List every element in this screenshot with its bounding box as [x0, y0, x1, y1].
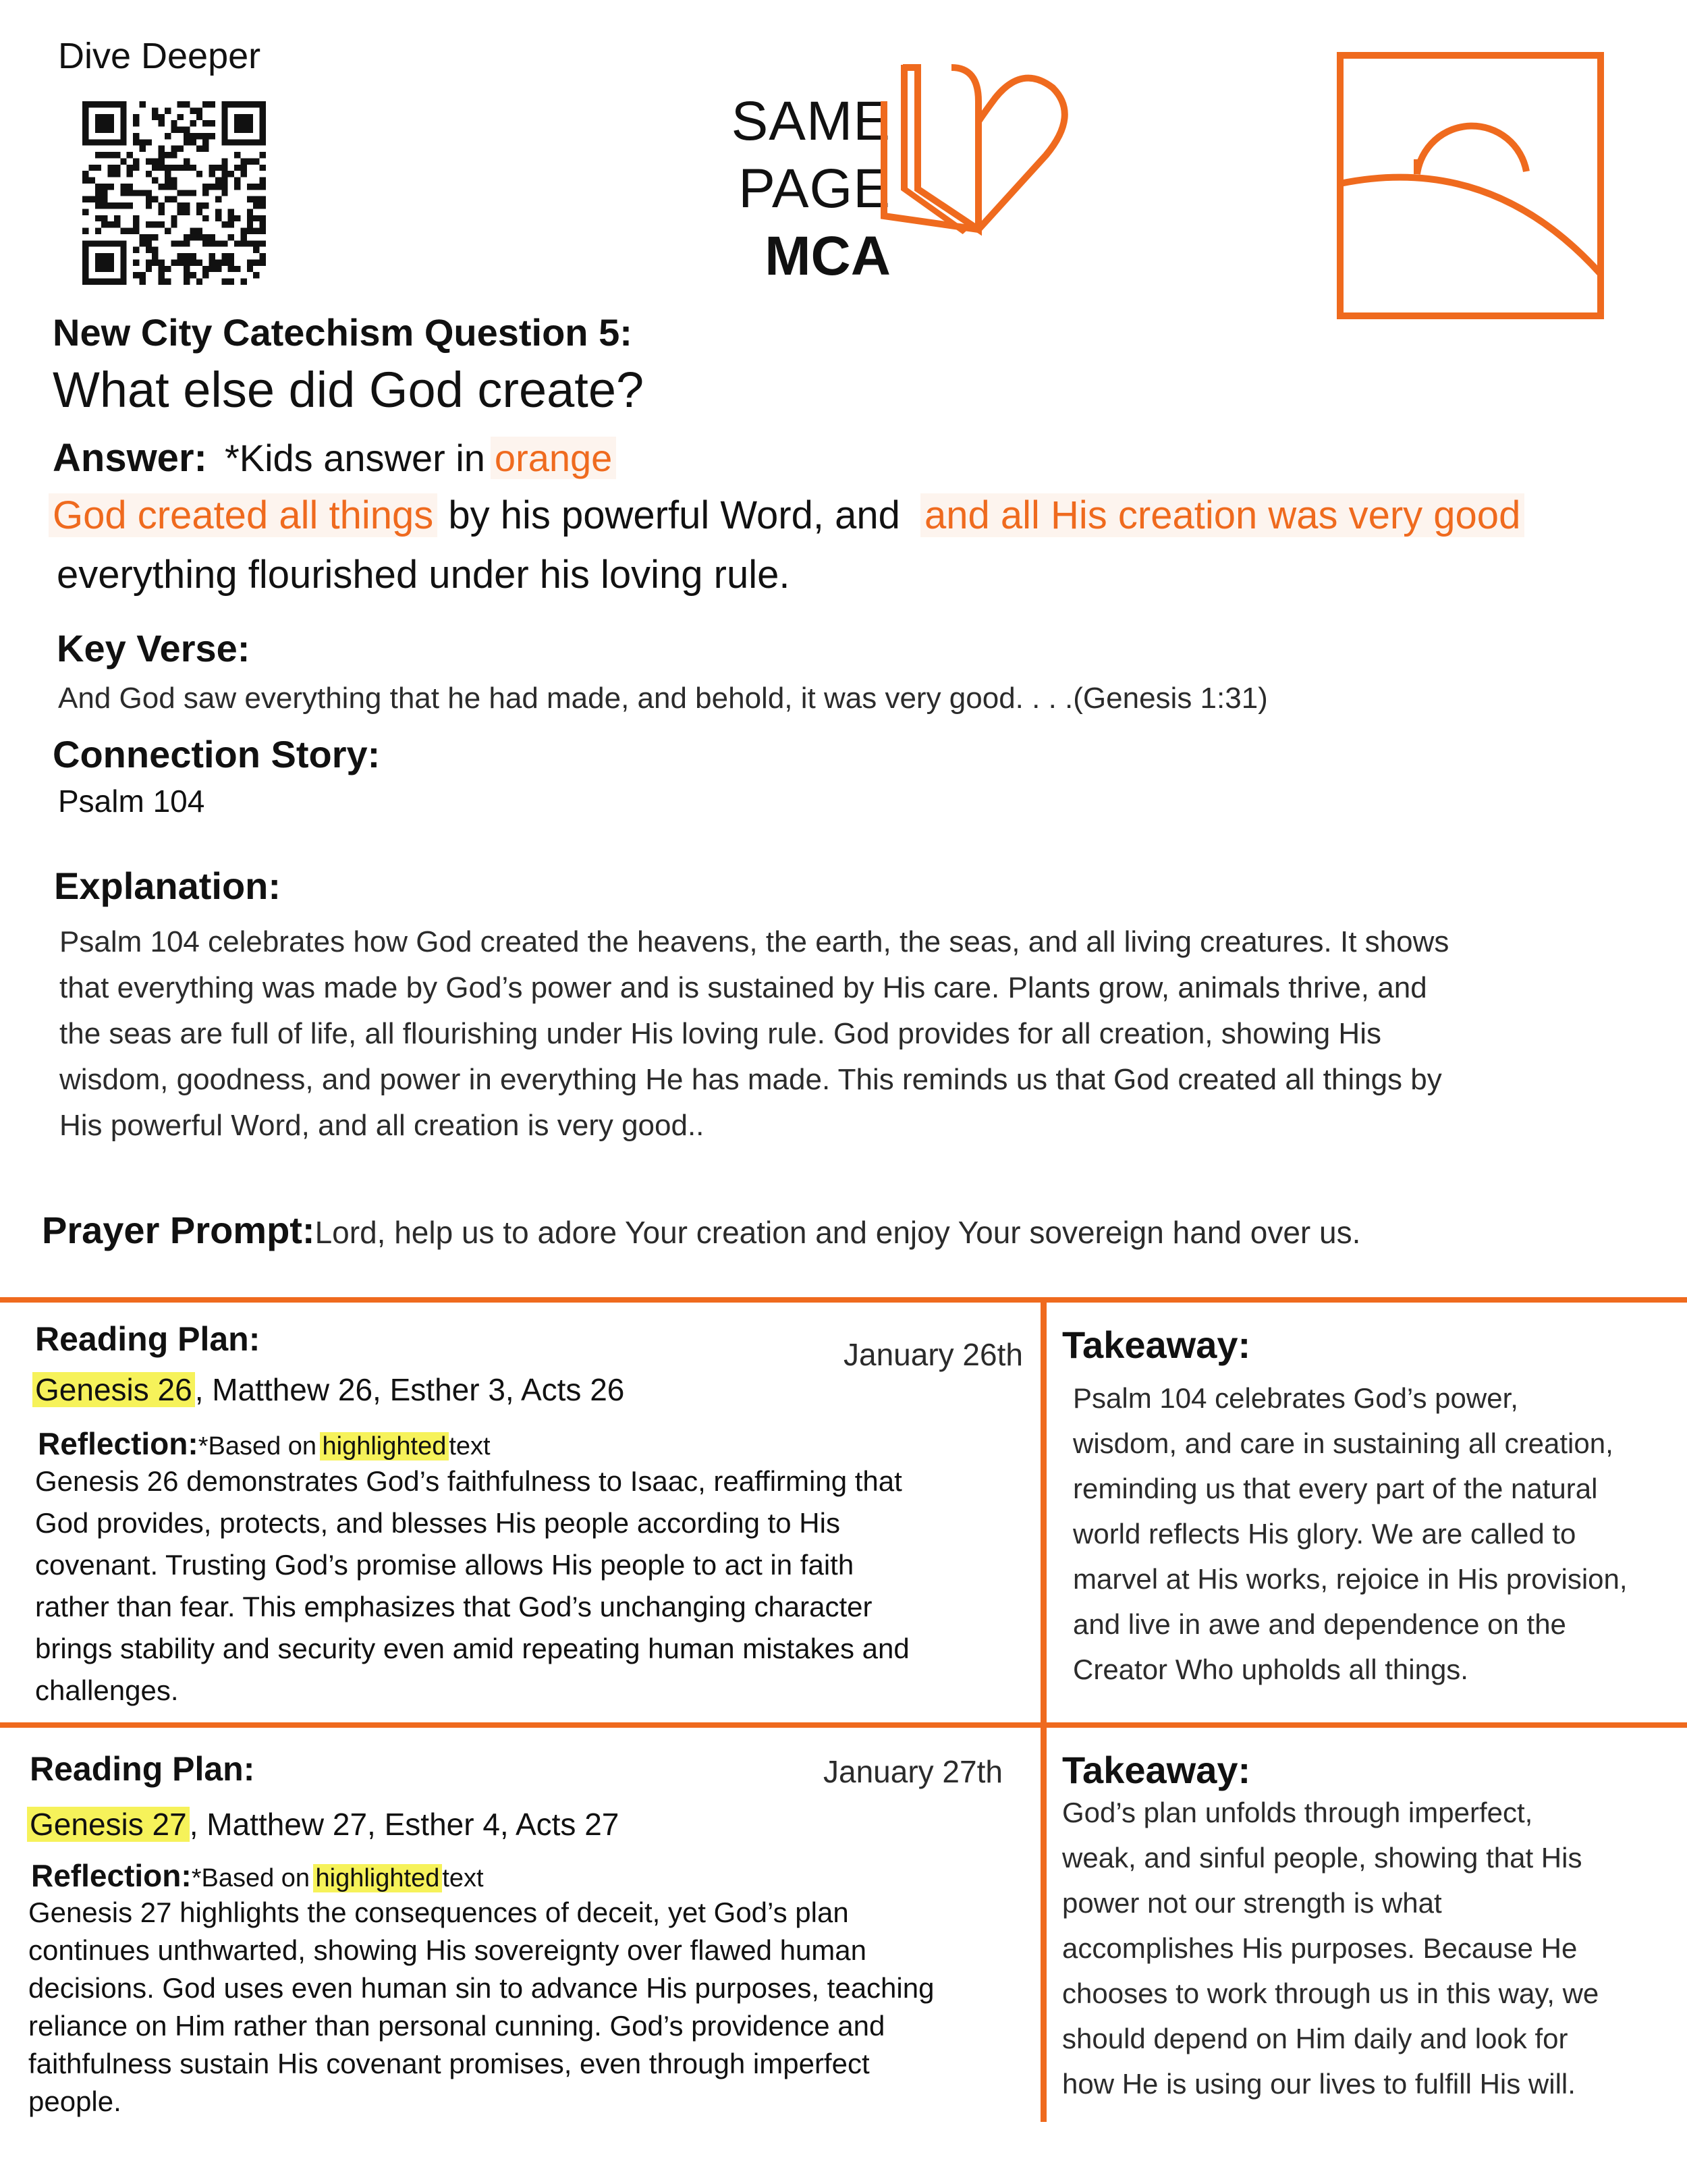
reflection-row — [31, 1857, 484, 1894]
sunrise-hill-logo-icon — [1336, 51, 1606, 320]
takeaway-line: and live in awe and dependence on the — [1073, 1608, 1566, 1640]
explanation-line: His powerful Word, and all creation is very good.. — [59, 1109, 704, 1142]
takeaway-line: God’s plan unfolds through imperfect, — [1062, 1797, 1533, 1828]
takeaway-label: Takeaway: — [1062, 1749, 1251, 1791]
reading-list — [27, 1806, 619, 1842]
reflection-line: brings stability and security even amid repeating human mistakes and — [35, 1633, 910, 1664]
key-verse-label: Key Verse: — [57, 627, 250, 670]
reading-plan-label: Reading Plan: — [35, 1320, 260, 1358]
prayer-label: Prayer Prompt: — [42, 1209, 315, 1251]
takeaway-line: reminding us that every part of the natural — [1073, 1473, 1598, 1504]
answer-row — [53, 435, 616, 481]
takeaway-line: power not our strength is what — [1062, 1887, 1442, 1919]
question-title: What else did God create? — [53, 362, 644, 418]
reading-list — [32, 1371, 624, 1408]
reading-rest: , Matthew 27, Esther 4, Acts 27 — [189, 1807, 619, 1842]
answer-main-part-2: everything flourished under his loving rule. — [57, 553, 790, 597]
reflection-body — [35, 1460, 1034, 1712]
prayer-row — [42, 1208, 1360, 1252]
key-verse-text: And God saw everything that he had made, and behold, it was very good. . . .(Genesis 1:31) — [58, 682, 1268, 715]
connection-story-label: Connection Story: — [53, 733, 381, 775]
explanation-line: that everything was made by God’s power and is sustained by His care. Plants grow, animals thrive, and — [59, 971, 1427, 1004]
takeaway-line: weak, and sinful people, showing that His — [1062, 1842, 1582, 1874]
dive-deeper-label: Dive Deeper — [58, 36, 261, 76]
open-book-heart-logo-icon — [877, 54, 1080, 243]
reading-plan-label: Reading Plan: — [30, 1750, 255, 1788]
connection-story-text: Psalm 104 — [58, 784, 205, 819]
highlighted-reading: Genesis 27 — [27, 1807, 190, 1842]
reading-date: January 27th — [823, 1754, 1003, 1789]
reflection-line: people. — [28, 2085, 121, 2117]
explanation-line: wisdom, goodness, and power in everything He has made. This reminds us that God created all things by — [59, 1063, 1442, 1096]
answer-line-1 — [49, 493, 1524, 538]
takeaway-label: Takeaway: — [1062, 1323, 1251, 1366]
explanation-label: Explanation: — [54, 865, 281, 907]
reflection-label: Reflection: — [31, 1858, 192, 1893]
kids-note-color-word: orange — [491, 437, 616, 479]
brand-line-2: MCA — [765, 225, 891, 287]
based-on-note: *Based on — [191, 1864, 310, 1892]
brand-line-1: SAME PAGE — [731, 90, 891, 219]
reflection-line: Genesis 27 highlights the consequences of deceit, yet God’s plan — [28, 1896, 849, 1928]
text-word: text — [442, 1864, 484, 1892]
kids-note: *Kids answer in — [224, 437, 485, 479]
takeaway-line: chooses to work through us in this way, we — [1062, 1977, 1599, 2009]
reflection-line: faithfulness sustain His covenant promises, even through imperfect — [28, 2048, 870, 2079]
prayer-text: Lord, help us to adore Your creation and enjoy Your sovereign hand over us. — [314, 1215, 1361, 1250]
reflection-line: God provides, protects, and blesses His people according to His — [35, 1507, 840, 1539]
explanation-line: Psalm 104 celebrates how God created the heavens, the earth, the seas, and all living creatures. It shows — [59, 925, 1449, 958]
reflection-line: Genesis 26 demonstrates God’s faithfulness to Isaac, reaffirming that — [35, 1465, 902, 1497]
reflection-body — [28, 1894, 1034, 2121]
explanation-body — [59, 919, 1638, 1149]
takeaway-line: Psalm 104 celebrates God’s power, — [1073, 1382, 1518, 1414]
highlighted-word: highlighted — [320, 1432, 449, 1460]
answer-kids-part-1: God created all things — [49, 493, 437, 537]
takeaway-line: world reflects His glory. We are called to — [1073, 1518, 1576, 1550]
qr-code-icon[interactable] — [82, 101, 266, 285]
reflection-label: Reflection: — [38, 1426, 198, 1461]
column-divider — [1041, 1300, 1047, 2122]
explanation-line: the seas are full of life, all flourishing under His loving rule. God provides for all creation, showing His — [59, 1017, 1381, 1050]
reflection-line: covenant. Trusting God’s promise allows His people to act in faith — [35, 1549, 854, 1581]
answer-main-part-1: by his powerful Word, and — [448, 493, 900, 537]
section-divider-top — [0, 1297, 1687, 1303]
reading-rest: , Matthew 26, Esther 3, Acts 26 — [194, 1372, 625, 1407]
reflection-line: rather than fear. This emphasizes that God’s unchanging character — [35, 1591, 873, 1622]
based-on-note: *Based on — [198, 1432, 317, 1460]
answer-kids-part-2: and all His creation was very good — [920, 493, 1524, 537]
reflection-line: continues unthwarted, showing His sovereignty over flawed human — [28, 1934, 867, 1966]
reading-date: January 26th — [844, 1337, 1023, 1372]
takeaway-line: wisdom, and care in sustaining all creation, — [1073, 1427, 1613, 1459]
reflection-line: challenges. — [35, 1674, 179, 1706]
takeaway-line: Creator Who upholds all things. — [1073, 1654, 1468, 1685]
takeaway-line: how He is using our lives to fulfill His will. — [1062, 2068, 1576, 2100]
reflection-row — [38, 1425, 491, 1462]
takeaway-line: should depend on Him daily and look for — [1062, 2023, 1568, 2054]
reflection-line: reliance on Him rather than personal cunning. God’s providence and — [28, 2010, 885, 2042]
section-divider-middle — [0, 1722, 1687, 1728]
takeaway-body — [1073, 1375, 1667, 1692]
question-label: New City Catechism Question 5: — [53, 311, 632, 354]
highlighted-word: highlighted — [313, 1864, 443, 1892]
brand-wordmark — [594, 88, 891, 290]
text-word: text — [449, 1432, 491, 1460]
reflection-line: decisions. God uses even human sin to advance His purposes, teaching — [28, 1972, 935, 2004]
takeaway-body — [1062, 1790, 1669, 2106]
answer-label: Answer: — [53, 436, 207, 480]
takeaway-line: marvel at His works, rejoice in His provision, — [1073, 1563, 1628, 1595]
highlighted-reading: Genesis 26 — [32, 1372, 195, 1407]
takeaway-line: accomplishes His purposes. Because He — [1062, 1932, 1578, 1964]
